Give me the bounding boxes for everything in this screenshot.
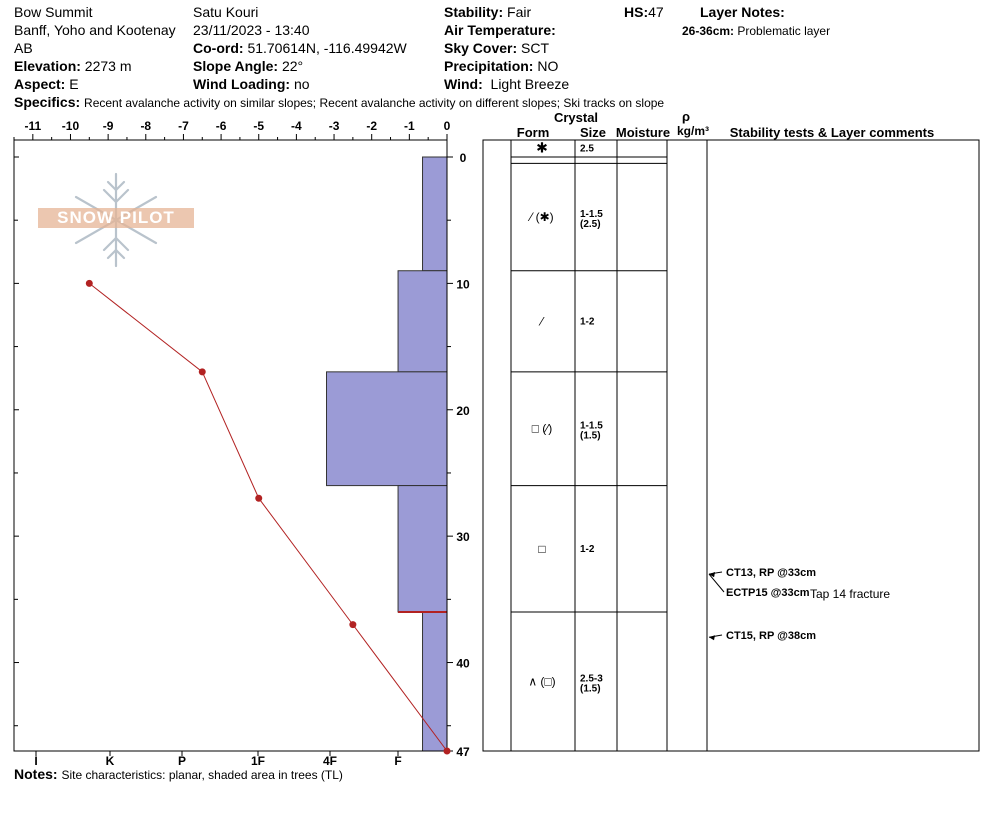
temp-tick-label: -9: [102, 119, 114, 133]
aspect-value: E: [69, 76, 79, 92]
windload-value: no: [293, 76, 310, 92]
rho-header: ρ: [681, 109, 691, 124]
coord-value: 51.70614N, -116.49942W: [247, 40, 407, 56]
density-unit-header: kg/m³: [676, 124, 710, 138]
grain-size-secondary-1: (2.5): [580, 219, 601, 231]
hardness-bar-2: [327, 372, 447, 486]
temp-tick-label: -8: [140, 119, 152, 133]
temperature-point-3: [349, 621, 356, 628]
grain-size-3: 1-1.5: [580, 420, 603, 432]
precip-value: NO: [537, 58, 559, 74]
grain-size-secondary-3: (1.5): [580, 430, 601, 442]
slope-label: Slope Angle:: [193, 58, 279, 74]
temp-tick-label: -10: [61, 119, 80, 133]
hardness-tick-label: 1F: [250, 754, 266, 768]
logo-text: SNOW PILOT: [38, 208, 194, 228]
location-name: Bow Summit: [14, 4, 93, 20]
specifics-value: Recent avalanche activity on similar slopes; Recent avalanche activity on different slopes; Ski tracks on slope: [84, 96, 665, 110]
grain-size-0: 2.5: [580, 143, 594, 155]
temperature-point-1: [199, 368, 206, 375]
hardness-tick-label: K: [105, 754, 115, 768]
stability-test-label-0: CT13, RP @33cm: [726, 567, 817, 579]
hardness-bar-4: [423, 612, 447, 751]
temp-tick-label: -5: [253, 119, 265, 133]
temperature-point-4: [444, 748, 451, 755]
temp-tick-label: -1: [404, 119, 415, 133]
grain-size-4: 1-2: [580, 543, 595, 555]
grain-form-5: ∧ (□): [528, 674, 556, 689]
test-arrow-head: [709, 635, 715, 640]
temperature-profile: [86, 280, 451, 755]
grain-size-2: 1-2: [580, 316, 595, 328]
grain-form-2: ⁄: [540, 314, 544, 329]
depth-tick-label: 20: [456, 403, 470, 418]
depth-tick-label: 40: [456, 656, 470, 671]
grain-size-secondary-5: (1.5): [580, 683, 601, 695]
sky-label: Sky Cover:: [444, 40, 518, 56]
size-header: Size: [579, 125, 607, 140]
specifics-label: Specifics:: [14, 94, 81, 110]
precip-label: Precipitation:: [444, 58, 534, 74]
grain-form-4: □: [538, 541, 546, 556]
hs-label: HS:: [624, 4, 649, 20]
grain-form-3: □ (⁄): [531, 421, 553, 436]
hardness-bars: [327, 157, 447, 751]
temp-tick-label: -11: [24, 119, 42, 133]
layer-note-depth: 26-36cm:: [682, 24, 735, 38]
temperature-point-0: [86, 280, 93, 287]
grain-size-1: 1-1.5: [580, 209, 603, 221]
grain-form-1: ⁄ (✱): [530, 210, 554, 225]
table-border: [483, 140, 979, 751]
depth-tick-label: 0: [459, 151, 467, 165]
snowpilot-logo: [38, 170, 194, 270]
sky-value: SCT: [521, 40, 550, 56]
region-name: AB: [14, 40, 33, 56]
wind-label: Wind:: [444, 76, 483, 92]
temp-tick-label: 0: [443, 119, 451, 133]
stability-test-label-1: ECTP15 @33cm: [726, 587, 810, 599]
stability-test-comment-1: Tap 14 fracture: [810, 587, 891, 601]
slope-value: 22°: [281, 58, 304, 74]
aspect-label: Aspect:: [14, 76, 66, 92]
observer-name: Satu Kouri: [193, 4, 259, 20]
stability-value: Fair: [507, 4, 532, 20]
crystal-header: Crystal: [553, 110, 599, 125]
layer-notes-label: Layer Notes:: [700, 4, 785, 20]
stability-label: Stability:: [444, 4, 504, 20]
hardness-tick-label: P: [177, 754, 187, 768]
temp-tick-label: -3: [328, 119, 340, 133]
hardness-bar-3: [398, 486, 447, 612]
depth-tick-label: 47: [456, 745, 470, 759]
test-arrow-line: [709, 574, 724, 592]
hardness-bar-0: [423, 157, 447, 271]
airtemp-label: Air Temperature:: [444, 22, 556, 38]
hs-value: 47: [648, 4, 664, 20]
observation-datetime: 23/11/2023 - 13:40: [193, 22, 310, 38]
stability-test-label-2: CT15, RP @38cm: [726, 630, 817, 642]
temp-tick-label: -2: [366, 119, 378, 133]
layer-note-text: Problematic layer: [737, 24, 831, 38]
temp-tick-label: -7: [178, 119, 189, 133]
grain-size-5: 2.5-3: [580, 673, 603, 685]
moisture-header: Moisture: [615, 125, 671, 140]
area-name: Banff, Yoho and Kootenay: [14, 22, 176, 38]
temperature-point-2: [255, 495, 262, 502]
hardness-tick-label: 4F: [322, 754, 338, 768]
coord-label: Co-ord:: [193, 40, 244, 56]
hardness-bar-1: [398, 271, 447, 372]
elevation-label: Elevation:: [14, 58, 81, 74]
windload-label: Wind Loading:: [193, 76, 291, 92]
depth-tick-label: 30: [456, 530, 470, 545]
layer-table: [483, 109, 979, 751]
hardness-tick-label: I: [34, 754, 38, 768]
depth-tick-label: 10: [456, 277, 470, 292]
temp-tick-label: -6: [215, 119, 227, 133]
test-arrow-head: [709, 572, 715, 577]
elevation-value: 2273 m: [84, 58, 132, 74]
hardness-tick-label: F: [394, 754, 402, 768]
comments-header: Stability tests & Layer comments: [729, 125, 935, 140]
temp-tick-label: -4: [291, 119, 302, 133]
wind-value: Light Breeze: [490, 76, 570, 92]
form-header: Form: [516, 125, 550, 140]
notes-label: Notes:: [14, 766, 58, 782]
temperature-line: [89, 283, 447, 751]
notes-value: Site characteristics: planar, shaded area in trees (TL): [61, 768, 343, 782]
grain-form-0: ✱: [536, 139, 548, 156]
